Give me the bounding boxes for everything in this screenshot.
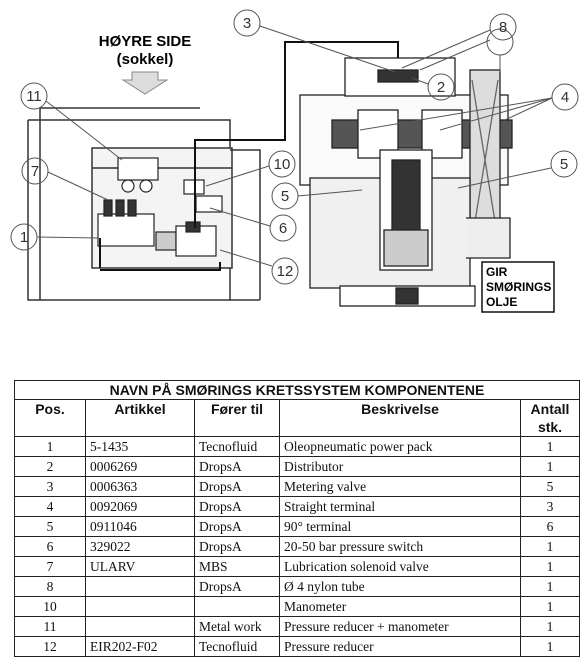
- cell-description: Lubrication solenoid valve: [280, 557, 521, 577]
- cell-description: Pressure reducer: [280, 637, 521, 657]
- svg-text:5: 5: [280, 188, 290, 205]
- cell-article: 5-1435: [86, 437, 195, 457]
- side-label-line2: (sokkel): [116, 51, 174, 68]
- side-label-line1: HØYRE SIDE: [98, 33, 192, 50]
- cell-qty: 3: [521, 497, 580, 517]
- cell-supplier: DropsA: [195, 457, 280, 477]
- table-row: [15, 497, 580, 517]
- cell-description: 20-50 bar pressure switch: [280, 537, 521, 557]
- cell-supplier: DropsA: [195, 497, 280, 517]
- table-row: [15, 477, 580, 497]
- components-table: [14, 380, 580, 657]
- table-row: [15, 437, 580, 457]
- cell-article: 329022: [86, 537, 195, 557]
- gearbox-drawing: [300, 58, 512, 306]
- cell-qty: 1: [521, 537, 580, 557]
- svg-text:7: 7: [30, 163, 40, 180]
- cell-description: Metering valve: [280, 477, 521, 497]
- cell-pos: 12: [15, 637, 86, 657]
- svg-text:12: 12: [276, 263, 294, 280]
- svg-text:6: 6: [278, 220, 288, 237]
- cell-description: Pressure reducer + manometer: [280, 617, 521, 637]
- cell-pos: 10: [15, 597, 86, 617]
- col-header-description: Beskrivelse: [280, 400, 521, 437]
- cell-supplier: DropsA: [195, 517, 280, 537]
- cell-description: 90° terminal: [280, 517, 521, 537]
- cell-pos: 1: [15, 437, 86, 457]
- cell-qty: 1: [521, 437, 580, 457]
- callout-11: [21, 83, 122, 160]
- cell-description: Distributor: [280, 457, 521, 477]
- callout-1: [11, 224, 98, 250]
- cell-pos: 11: [15, 617, 86, 637]
- svg-text:10: 10: [273, 156, 291, 173]
- cell-pos: 7: [15, 557, 86, 577]
- cell-article: [86, 577, 195, 597]
- cell-qty: 1: [521, 577, 580, 597]
- cell-article: 0006269: [86, 457, 195, 477]
- cell-pos: 5: [15, 517, 86, 537]
- table-title: NAVN PÅ SMØRINGS KRETSSYSTEM KOMPONENTENE: [15, 381, 580, 400]
- oil-label-line1: GIR: [486, 265, 508, 279]
- cell-article: EIR202-F02: [86, 637, 195, 657]
- col-header-article: Artikkel: [86, 400, 195, 437]
- table-row: [15, 537, 580, 557]
- cell-qty: 5: [521, 477, 580, 497]
- cell-pos: 6: [15, 537, 86, 557]
- svg-text:11: 11: [26, 88, 42, 105]
- cell-supplier: MBS: [195, 557, 280, 577]
- col-header-qty: [521, 400, 580, 437]
- cell-qty: 1: [521, 597, 580, 617]
- cell-article: ULARV: [86, 557, 195, 577]
- cell-supplier: Tecnofluid: [195, 637, 280, 657]
- cell-pos: 3: [15, 477, 86, 497]
- table-row: [15, 637, 580, 657]
- cell-description: Ø 4 nylon tube: [280, 577, 521, 597]
- svg-text:3: 3: [242, 15, 252, 32]
- cell-article: 0006363: [86, 477, 195, 497]
- col-header-qty-line2: stk.: [537, 419, 563, 435]
- cell-qty: 1: [521, 637, 580, 657]
- col-header-qty-line1: Antall: [530, 401, 570, 417]
- table-row: [15, 517, 580, 537]
- table-row: [15, 597, 580, 617]
- cell-supplier: Tecnofluid: [195, 437, 280, 457]
- table-row: [15, 577, 580, 597]
- col-header-supplier: Fører til: [195, 400, 280, 437]
- col-header-pos: Pos.: [15, 400, 86, 437]
- cell-supplier: Metal work: [195, 617, 280, 637]
- cell-qty: 1: [521, 617, 580, 637]
- cell-supplier: DropsA: [195, 537, 280, 557]
- cell-pos: 4: [15, 497, 86, 517]
- oil-label-line2: SMØRINGS: [486, 280, 552, 294]
- svg-text:8: 8: [498, 19, 508, 36]
- cell-supplier: DropsA: [195, 577, 280, 597]
- svg-text:4: 4: [560, 89, 570, 106]
- table-row: [15, 457, 580, 477]
- cell-article: [86, 617, 195, 637]
- arrow-down-icon: [123, 72, 167, 94]
- cell-article: [86, 597, 195, 617]
- table-row: [15, 617, 580, 637]
- cell-qty: 6: [521, 517, 580, 537]
- svg-text:5: 5: [559, 156, 569, 173]
- svg-text:2: 2: [436, 79, 446, 96]
- cell-supplier: DropsA: [195, 477, 280, 497]
- cell-article: 0092069: [86, 497, 195, 517]
- svg-text:1: 1: [19, 229, 29, 246]
- machine-base: [28, 108, 260, 300]
- table-row: [15, 557, 580, 577]
- cell-pos: 8: [15, 577, 86, 597]
- cell-description: Oleopneumatic power pack: [280, 437, 521, 457]
- cell-description: Manometer: [280, 597, 521, 617]
- cell-qty: 1: [521, 557, 580, 577]
- cell-article: 0911046: [86, 517, 195, 537]
- cell-qty: 1: [521, 457, 580, 477]
- oil-label-line3: OLJE: [486, 295, 518, 309]
- cell-description: Straight terminal: [280, 497, 521, 517]
- cell-supplier: [195, 597, 280, 617]
- cell-pos: 2: [15, 457, 86, 477]
